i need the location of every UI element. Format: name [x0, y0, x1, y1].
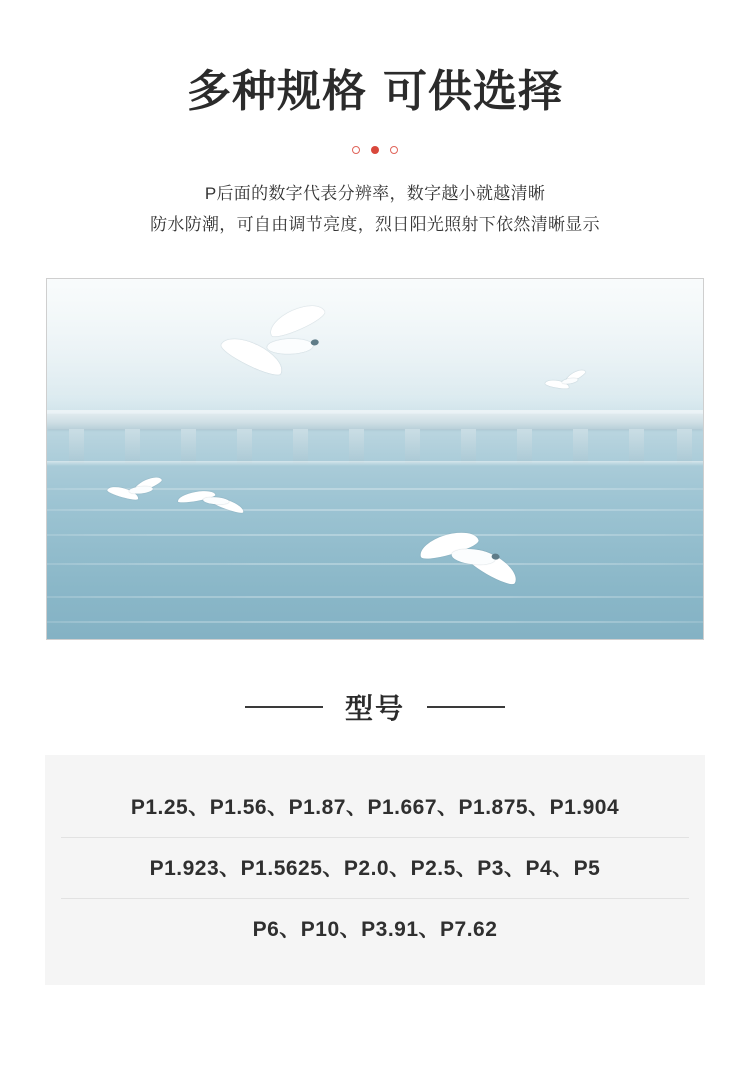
divider-line-left — [245, 706, 323, 708]
horizon-line — [47, 461, 703, 466]
seagull-body — [203, 496, 229, 505]
seagull-body — [129, 485, 154, 494]
wave-line — [47, 596, 703, 598]
bridge-pier — [461, 429, 476, 463]
wave-line — [47, 534, 703, 536]
seagull-icon — [176, 484, 248, 519]
bridge-pier — [237, 429, 252, 463]
seagull-body — [451, 547, 496, 567]
seagull-icon — [106, 474, 167, 508]
wave-line — [47, 509, 703, 511]
model-row: P1.923、P1.5625、P2.0、P2.5、P3、P4、P5 — [61, 838, 689, 899]
dot-indicator — [0, 146, 750, 154]
wave-line — [47, 563, 703, 565]
bridge-pier — [125, 429, 140, 463]
bridge-pier — [517, 429, 532, 463]
sky-haze-layer — [47, 279, 703, 430]
seagull-icon — [210, 299, 340, 395]
dot-hollow-left-icon — [352, 146, 360, 154]
bridge-pier — [69, 429, 84, 463]
page-title — [0, 66, 750, 119]
subtitle-line-2: 防水防潮，可自由调节亮度，烈日阳光照射下依然清晰显示 — [150, 214, 600, 234]
seagull-icon — [412, 519, 529, 602]
model-list-panel — [45, 755, 705, 985]
bridge-pier — [573, 429, 588, 463]
model-row: P1.25、P1.56、P1.87、P1.667、P1.875、P1.904 — [61, 777, 689, 838]
bridge-pier — [181, 429, 196, 463]
bridge-pier — [405, 429, 420, 463]
seagull-head — [491, 553, 500, 560]
bridge-pier — [349, 429, 364, 463]
bridge-pier — [677, 429, 692, 463]
bridge-pier — [293, 429, 308, 463]
model-row: P6、P10、P3.91、P7.62 — [252, 917, 498, 941]
bridge-pier — [629, 429, 644, 463]
subtitle-block — [0, 178, 750, 240]
divider-line-right — [427, 706, 505, 708]
subtitle-line-1: P后面的数字代表分辨率，数字越小就越清晰 — [204, 183, 546, 203]
seagull-body — [267, 338, 313, 355]
seascape-bridge-photo — [47, 279, 703, 639]
seagull-body — [562, 377, 579, 385]
product-photo-frame — [46, 278, 704, 640]
wave-line — [47, 621, 703, 623]
model-section-header — [0, 687, 750, 727]
bridge-deck — [47, 414, 703, 429]
dot-solid-center-icon — [371, 146, 379, 154]
page-title-part2: 可供选择 — [383, 67, 563, 116]
dot-hollow-right-icon — [390, 146, 398, 154]
page-root — [0, 66, 750, 1085]
page-title-part1: 多种规格 — [187, 67, 367, 116]
seagull-wing — [218, 331, 287, 380]
model-section-title: 型号 — [344, 692, 405, 724]
seagull-head — [310, 339, 319, 346]
